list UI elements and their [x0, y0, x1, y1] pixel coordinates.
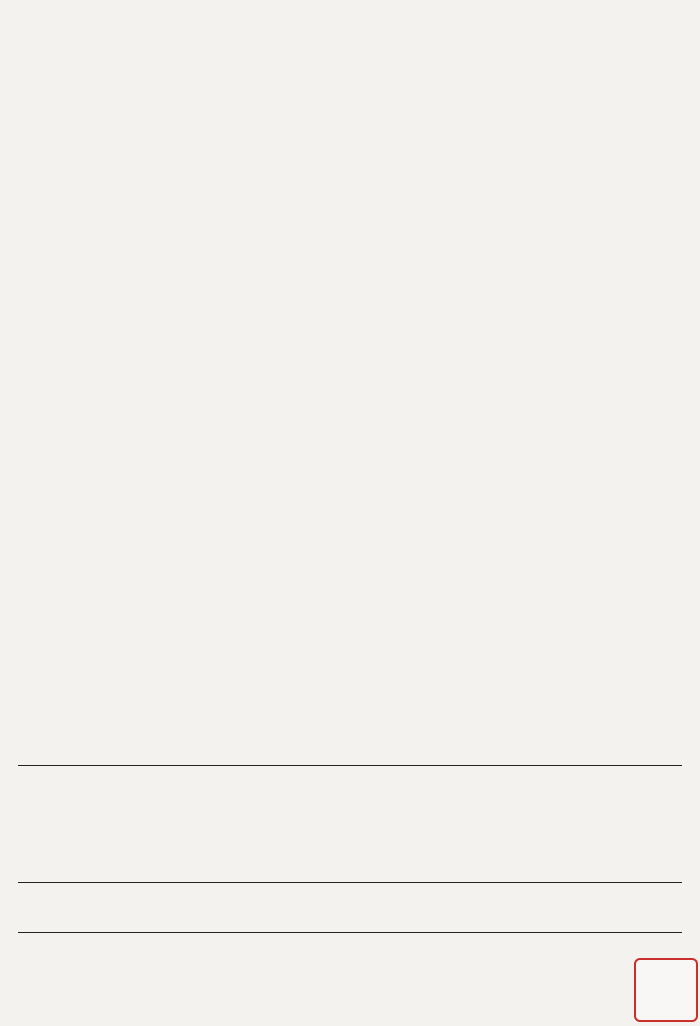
seal-char [636, 960, 666, 990]
seal-stamp [634, 958, 698, 1022]
seal-char [636, 990, 666, 1020]
seal-char [666, 960, 696, 990]
divider-top [18, 765, 682, 766]
responsible-editor [654, 894, 678, 917]
divider-middle [18, 882, 682, 883]
seal-char [666, 990, 696, 1020]
divider-bottom [18, 932, 682, 933]
